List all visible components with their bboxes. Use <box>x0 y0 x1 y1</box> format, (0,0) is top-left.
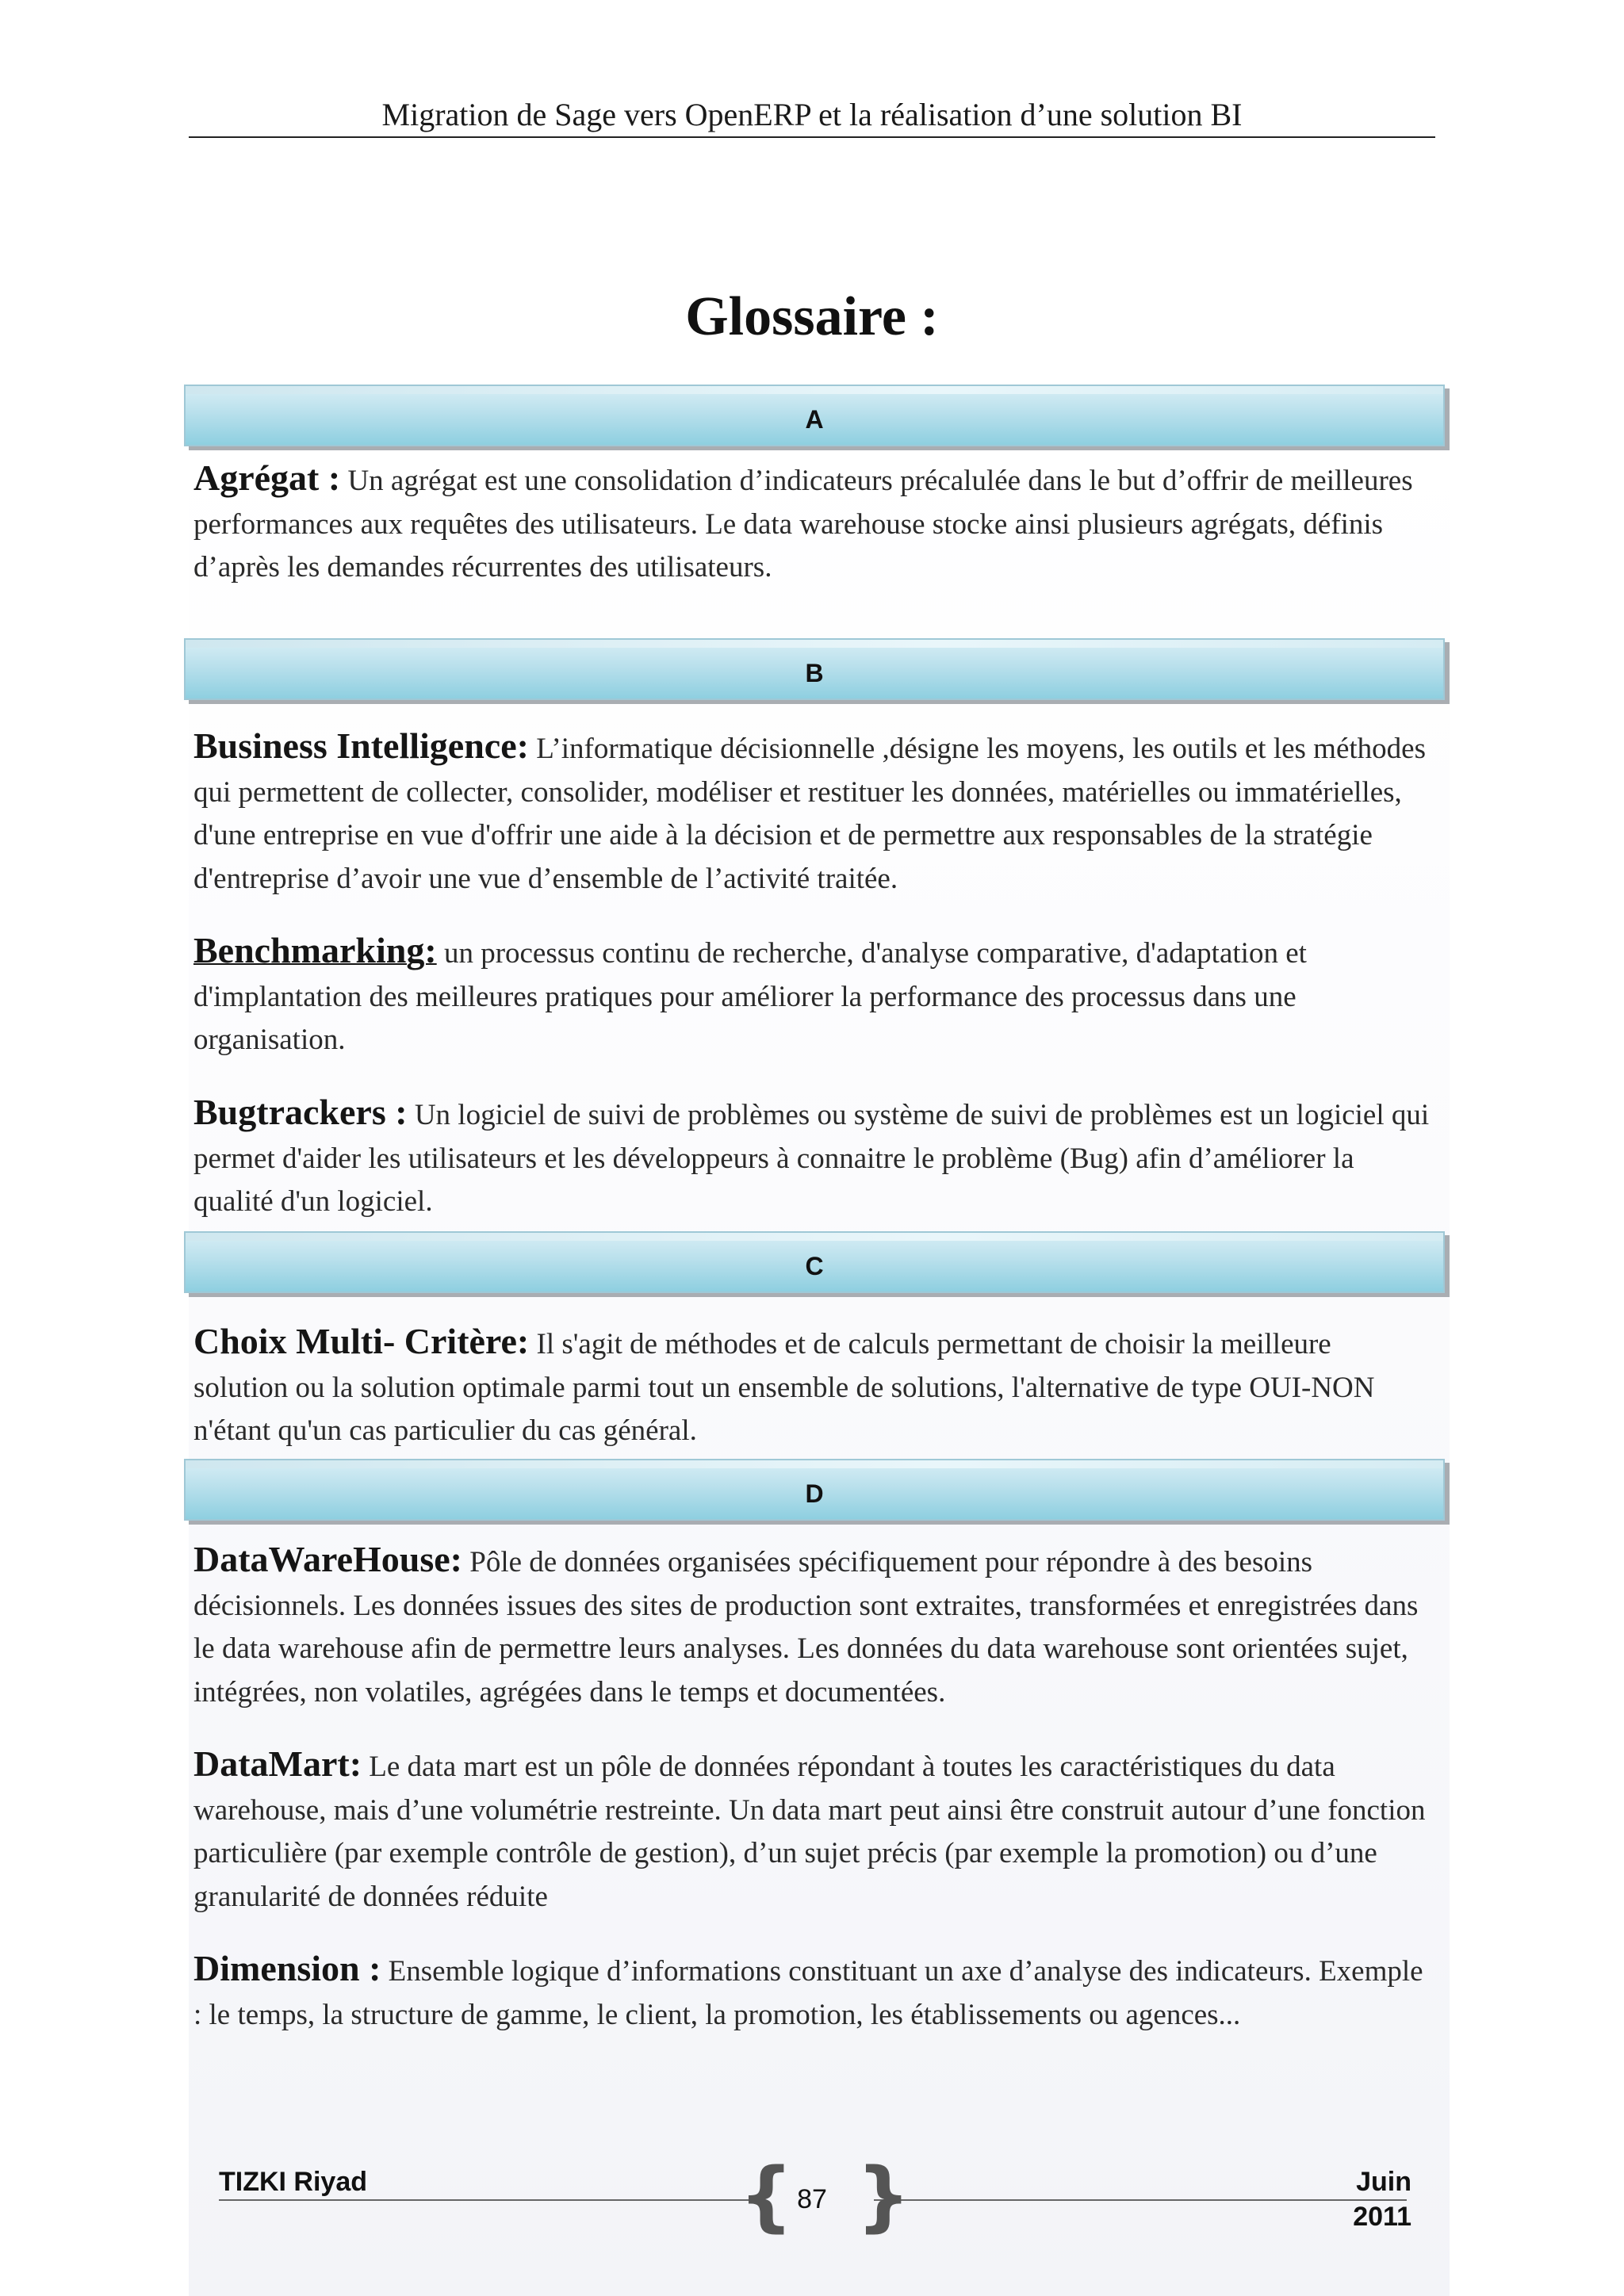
entry-term: Dimension <box>193 1948 360 1988</box>
entry-term: Business Intelligence: <box>193 725 529 766</box>
section-header-d <box>184 1459 1445 1521</box>
glossary-entry-bugtrackers <box>193 1091 1431 1224</box>
entry-term: Bugtrackers <box>193 1092 386 1132</box>
entry-definition: Un logiciel de suivi de problèmes ou système de suivi de problèmes est un logiciel qui permet d'aider les utilisateurs et les développeurs à connaitre le problème (Bug) afin d’améliorer la qualité d'un logiciel. <box>193 1099 1430 1218</box>
entry-term: DataMart: <box>193 1743 362 1784</box>
glossary-entry-choix-multi-critere <box>193 1320 1431 1453</box>
entry-definition: Il s'agit de méthodes et de calculs permettant de choisir la meilleure solution ou la solution optimale parmi tout un ensemble de solutions, l'alternative de type OUI-NON n'étant qu'un cas particulier du cas général. <box>193 1328 1375 1447</box>
entry-term: DataWareHouse: <box>193 1539 463 1579</box>
section-header-b <box>184 638 1445 700</box>
entry-separator: : <box>319 457 341 498</box>
entry-definition: Un agrégat est une consolidation d’indicateurs précalulée dans le but d’offrir de meilleures performances aux requêtes des utilisateurs. Le data warehouse stocke ainsi plusieurs agrégats, définis d’après les demandes récurrentes des utilisateurs. <box>193 465 1413 584</box>
section-header-c <box>184 1231 1445 1293</box>
footer-divider-left <box>219 2199 750 2201</box>
page-title: Glossaire : <box>685 286 939 347</box>
glossary-entry-datamart <box>193 1743 1431 1919</box>
section-letter: B <box>805 659 824 687</box>
section-letter: D <box>805 1479 824 1508</box>
entry-term: Choix Multi- Critère: <box>193 1321 530 1361</box>
glossary-entry-agregat <box>193 457 1431 590</box>
entry-definition: un processus continu de recherche, d'analyse comparative, d'adaptation et d'implantation des meilleures pratiques pour améliorer la performance des processus dans une organisation. <box>193 937 1307 1056</box>
glossary-entry-datawarehouse <box>193 1538 1431 1714</box>
glossary-entry-dimension <box>193 1947 1431 2037</box>
section-letter: C <box>805 1252 824 1280</box>
entry-definition: Pôle de données organisées spécifiquement pour répondre à des besoins décisionnels. Les données issues des sites de production sont extraites, transformées et enregistrées dans le data warehouse afin de permettre leurs analyses. Les données du data warehouse sont orientées sujet, intégrées, non volatiles, agrégées dans le temps et documentées. <box>193 1546 1419 1709</box>
entry-term: Agrégat <box>193 457 320 498</box>
glossary-entry-benchmarking <box>193 929 1431 1062</box>
entry-definition: L’informatique décisionnelle ,désigne les moyens, les outils et les méthodes qui permettent de collecter, consolider, modéliser et restituer les données, matérielles ou immatérielles, d'une entreprise en vue d'offrir une aide à la décision et de permettre aux responsables de la stratégie d'entreprise d’avoir une vue d’ensemble de l’activité traitée. <box>193 733 1426 895</box>
right-brace-ornament: } <box>856 2152 911 2241</box>
left-brace-ornament: { <box>739 2152 794 2241</box>
footer-divider-right <box>874 2199 1407 2201</box>
page-number: 87 <box>797 2184 827 2214</box>
glossary-entry-business-intelligence <box>193 725 1431 901</box>
footer-date: Juin 2011 <box>1353 2167 1411 2232</box>
running-header: Migration de Sage vers OpenERP et la réalisation d’une solution BI <box>381 97 1243 132</box>
section-header-a <box>184 385 1445 446</box>
entry-separator: : <box>385 1092 408 1132</box>
header-divider <box>189 136 1435 138</box>
entry-definition: Ensemble logique d’informations constituant un axe d’analyse des indicateurs. Exemple : le temps, la structure de gamme, le client, la promotion, les établissements ou agences... <box>193 1955 1423 2031</box>
entry-definition: Le data mart est un pôle de données répondant à toutes les caractéristiques du data warehouse, mais d’une volumétrie restreinte. Un data mart peut ainsi être construit autour d’une fonction particulière (par exemple contrôle de gestion), d’un sujet précis (par exemple la promotion) ou d’une granularité de données réduite <box>193 1751 1426 1913</box>
entry-term: Benchmarking: <box>193 930 437 970</box>
entry-separator: : <box>359 1948 381 1988</box>
footer-author: TIZKI Riyad <box>219 2167 368 2197</box>
section-letter: A <box>805 405 824 434</box>
